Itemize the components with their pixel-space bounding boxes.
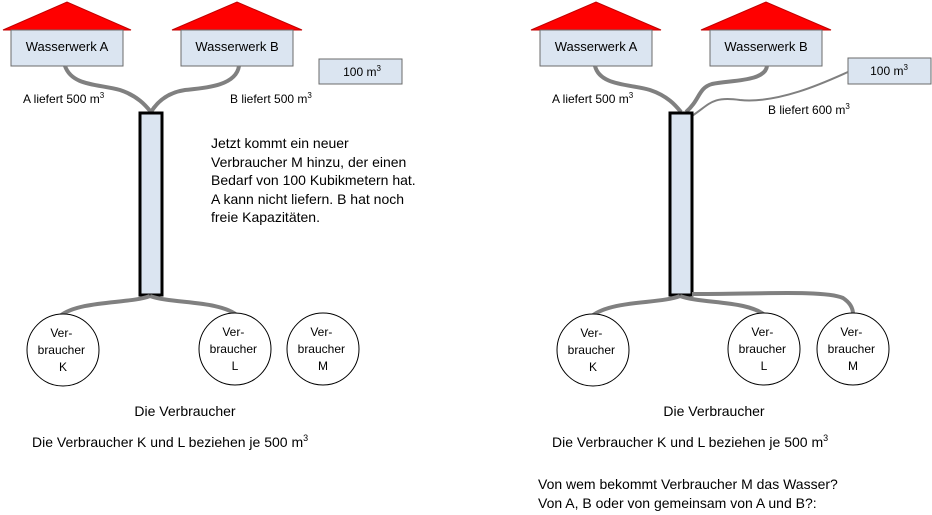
left-description-line: A kann nicht liefern. B hat noch xyxy=(211,190,405,207)
left-demand-value: 100 $m^3$ xyxy=(343,64,381,79)
right-waterworks-b xyxy=(701,2,831,66)
svg-text:Ver- braucher: Ver- braucher L xyxy=(209,325,258,373)
right-a-delivery-label: A liefert 500 $m^3$ xyxy=(552,91,634,106)
left-description-line: Verbraucher M hinzu, der einen xyxy=(211,153,407,170)
svg-text:Ver- braucher: Ver- braucher K xyxy=(567,326,616,374)
left-pipe-to-l xyxy=(150,296,238,316)
left-pipe-to-k xyxy=(60,296,150,316)
right-consumer-k xyxy=(557,314,629,386)
left-b-delivery-label: B liefert 500 $m^3$ xyxy=(230,91,312,106)
right-question-line: Von wem bekommt Verbraucher M das Wasser? xyxy=(538,476,838,492)
left-waterworks-a-label: Wasserwerk A xyxy=(25,39,109,54)
right-consumer-l xyxy=(728,313,800,385)
svg-text:Ver- braucher: Ver- braucher M xyxy=(827,325,876,373)
right-waterworks-a xyxy=(531,2,661,66)
right-pipe-to-l xyxy=(680,296,766,316)
right-waterworks-b-roof xyxy=(701,2,831,30)
left-pipe-from-b xyxy=(151,66,239,112)
left-waterworks-b xyxy=(172,2,302,66)
left-waterworks-a xyxy=(3,2,131,66)
right-question-line: Von A, B oder von gemeinsam von A und B?: xyxy=(538,494,817,511)
left-description-line: freie Kapazitäten. xyxy=(211,209,320,225)
left-waterworks-a-roof xyxy=(3,2,131,30)
svg-text:Ver- braucher: Ver- braucher M xyxy=(297,325,346,373)
right-supply-note: Die Verbraucher K und L beziehen je 500 $m^3$ xyxy=(552,433,829,450)
right-question xyxy=(538,475,918,512)
right-pipe-from-b xyxy=(686,66,767,112)
left-description-line: Jetzt kommt ein neuer xyxy=(211,135,349,151)
left-waterworks-b-label: Wasserwerk B xyxy=(195,39,279,54)
svg-text:Ver- braucher: Ver- braucher K xyxy=(37,326,86,374)
svg-text:Ver- braucher: Ver- braucher L xyxy=(738,325,787,373)
left-description-line: Bedarf von 100 Kubikmetern hat. xyxy=(211,172,416,188)
left-a-delivery-label: A liefert 500 $m^3$ xyxy=(23,91,105,106)
left-consumer-m xyxy=(287,313,359,385)
left-consumer-l xyxy=(199,313,271,385)
right-consumers-caption: Die Verbraucher xyxy=(663,403,765,419)
left-consumer-k xyxy=(27,314,99,386)
left-supply-note: Die Verbraucher K und L beziehen je 500 $m^3$ xyxy=(32,433,309,450)
right-consumer-m xyxy=(817,313,889,385)
left-demand-box xyxy=(319,59,402,84)
right-demand-value: 100 $m^3$ xyxy=(870,63,908,78)
left-waterworks-b-roof xyxy=(172,2,302,30)
right-main-pipe xyxy=(670,113,692,295)
right-scenario xyxy=(531,2,931,450)
right-waterworks-b-label: Wasserwerk B xyxy=(724,39,808,54)
left-description xyxy=(211,134,471,227)
right-demand-box xyxy=(848,58,931,84)
right-waterworks-a-label: Wasserwerk A xyxy=(554,39,638,54)
right-b-delivery-label: B liefert 600 $m^3$ xyxy=(768,102,850,117)
right-pipe-to-k xyxy=(592,296,680,316)
right-waterworks-a-roof xyxy=(531,2,661,30)
left-main-pipe xyxy=(140,113,162,295)
left-consumers-caption: Die Verbraucher xyxy=(134,403,236,419)
